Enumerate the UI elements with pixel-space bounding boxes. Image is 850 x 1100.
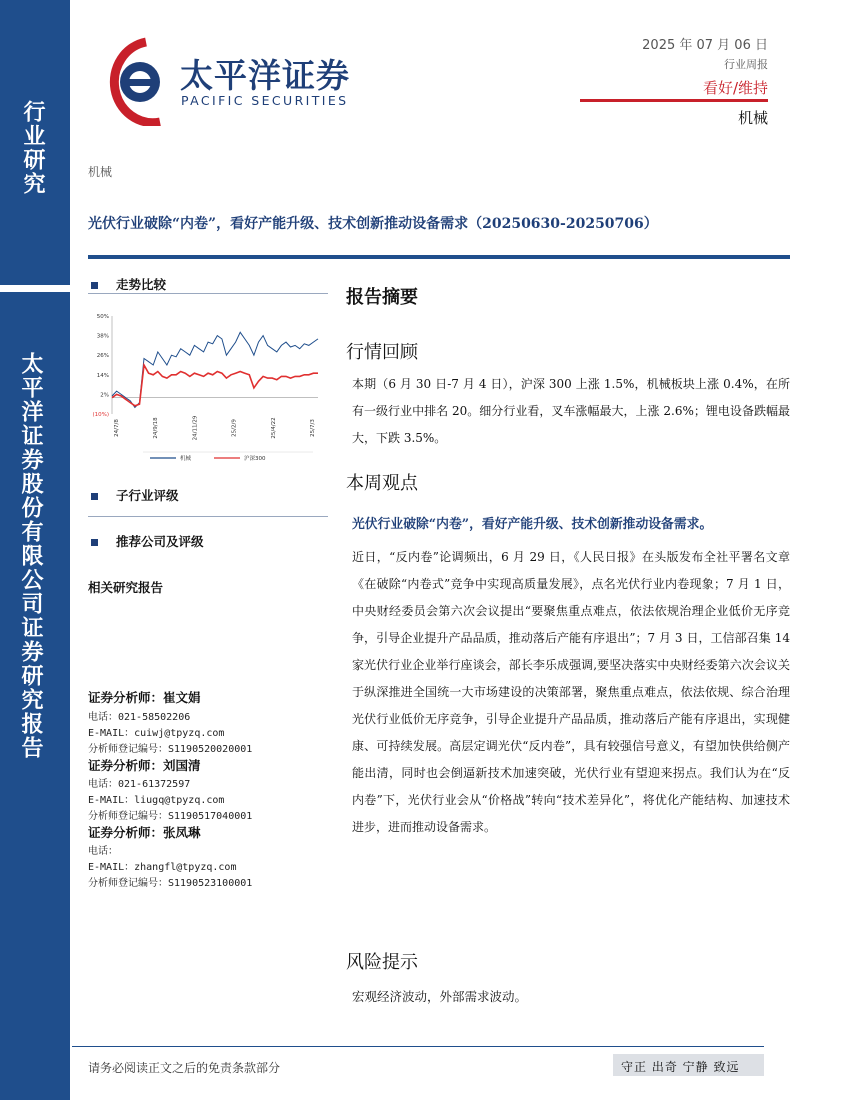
x-tick-label: 25/2/9	[231, 419, 238, 437]
analyst-email: E-MAIL：cuiwj@tpyzq.com	[88, 728, 225, 739]
sector-label-right: 机械	[737, 109, 768, 127]
square-bullet-icon	[91, 539, 98, 546]
y-tick-label: (10%)	[92, 412, 109, 418]
square-bullet-icon	[91, 282, 98, 289]
y-tick-label: 38%	[96, 333, 109, 340]
sector-label-left: 机械	[88, 165, 113, 179]
company-heading	[88, 532, 204, 550]
analyst-title: 证券分析师：崔文娟	[88, 690, 201, 705]
analyst-phone: 电话：021-58502206	[88, 712, 191, 723]
risk-text: 宏观经济波动，外部需求波动。	[352, 989, 528, 1004]
analyst-email: E-MAIL：liugq@tpyzq.com	[88, 795, 225, 806]
section-divider	[88, 516, 328, 517]
series-line	[112, 365, 318, 406]
sidebar-company-label: 太平洋证券股份有限公司证券研究报告	[18, 352, 44, 760]
y-tick-label: 26%	[96, 353, 109, 360]
report-title: 光伏行业破除“内卷”，看好产能升级、技术创新推动设备需求（20250630-20250706）	[88, 216, 658, 232]
sub-rating-label: 子行业评级	[116, 488, 179, 503]
y-tick-label: 2%	[100, 392, 109, 399]
rating-underline	[580, 99, 768, 102]
review-paragraph: 本期（6 月 30 日-7 月 4 日），沪深 300 上涨 1.5%，机械板块上涨 0.4%，在所有一级行业中排名 20。细分行业看，叉车涨幅最大，上涨 2.6%；锂电设备跌幅最大，下跌 3.5%。	[352, 377, 790, 445]
sub-rating-heading	[88, 486, 179, 504]
x-tick-label: 25/7/3	[310, 419, 316, 437]
sidebar-category-label: 行业研究	[20, 100, 46, 196]
report-type: 行业周报	[724, 58, 768, 71]
view-lead: 光伏行业破除“内卷”，看好产能升级、技术创新推动设备需求。	[352, 517, 713, 532]
analyst-phone: 电话：021-61372597	[88, 779, 191, 790]
y-tick-label: 50%	[96, 314, 109, 320]
risk-heading: 风险提示	[346, 952, 418, 973]
analyst-registration: 分析师登记编号：S1190523100001	[88, 878, 253, 889]
legend-label: 机械	[180, 456, 192, 462]
view-paragraph: 近日，“反内卷”论调频出，6 月 29 日，《人民日报》在头版发布全社平署名文章《在破除“内卷式”竞争中实现高质量发展》，点名光伏行业内卷现象；7 月 1 日， 中央财经委员会第六次会议提出“要聚焦重点难点，依法依规治理企业低价无序竞争，引导企业提升产品品质，推动落后产能有序退出”；7 月 3 日，工信部召集 14 家光伏行业企业举行座谈会，部长李乐成强调,要坚决落实中央财经委第六次会议关于纵深推进全国统一大市场建设的决策部署，聚焦重点难点，依法依规、综合治理光伏行业低价无序竞争，引导企业提升产品品质，推动落后产能有序退出，实现健康、可持续发展。高层定调光伏“反内卷”，具有较强信号意义，有望加快供给侧产能出清，同时也会倒逼新技术加速突破，光伏行业有望迎来拐点。我们认为在“反内卷”下，光伏行业会从“价格战”转向“技术差异化”，将优化产能结构、加速技术进步，进而推动设备需求。	[352, 550, 790, 834]
trend-section-heading	[88, 275, 166, 293]
footer-disclaimer: 请务必阅读正文之后的免责条款部分	[88, 1061, 281, 1075]
view-heading: 本周观点	[346, 473, 418, 494]
square-bullet-icon	[91, 493, 98, 500]
report-date: 2025 年 07 月 06 日	[642, 38, 768, 53]
x-tick-label: 25/4/22	[270, 417, 277, 439]
y-tick-label: 14%	[96, 372, 109, 379]
section-divider	[88, 293, 328, 294]
industry-rating: 看好/维持	[702, 79, 768, 97]
x-tick-label: 24/11/29	[192, 415, 199, 441]
legend-label: 沪深300	[244, 456, 266, 462]
review-heading: 行情回顾	[346, 342, 418, 363]
logo-english-name: PACIFIC SECURITIES	[181, 93, 349, 108]
footer-divider	[72, 1046, 764, 1047]
analyst-email: E-MAIL：zhangfl@tpyzq.com	[88, 862, 237, 873]
trend-label: 走势比较	[116, 277, 167, 292]
analyst-title: 证券分析师：张凤琳	[88, 825, 201, 840]
analyst-title: 证券分析师：刘国清	[88, 758, 201, 773]
title-divider	[88, 255, 790, 259]
trend-chart	[88, 306, 328, 474]
analyst-phone: 电话：	[88, 846, 118, 857]
logo-chinese-name: 太平洋证券	[180, 56, 350, 95]
sidebar-gap	[0, 285, 70, 292]
pacific-logo-icon	[102, 36, 174, 126]
x-tick-label: 24/9/18	[153, 417, 160, 439]
company-label: 推荐公司及评级	[116, 534, 204, 549]
analyst-registration: 分析师登记编号：S1190520020001	[88, 744, 253, 755]
related-reports-heading: 相关研究报告	[88, 580, 164, 595]
analyst-registration: 分析师登记编号：S1190517040001	[88, 811, 253, 822]
company-motto: 守正 出奇 宁静 致远	[621, 1060, 740, 1074]
summary-heading: 报告摘要	[346, 287, 418, 308]
x-tick-label: 24/7/8	[114, 419, 120, 437]
